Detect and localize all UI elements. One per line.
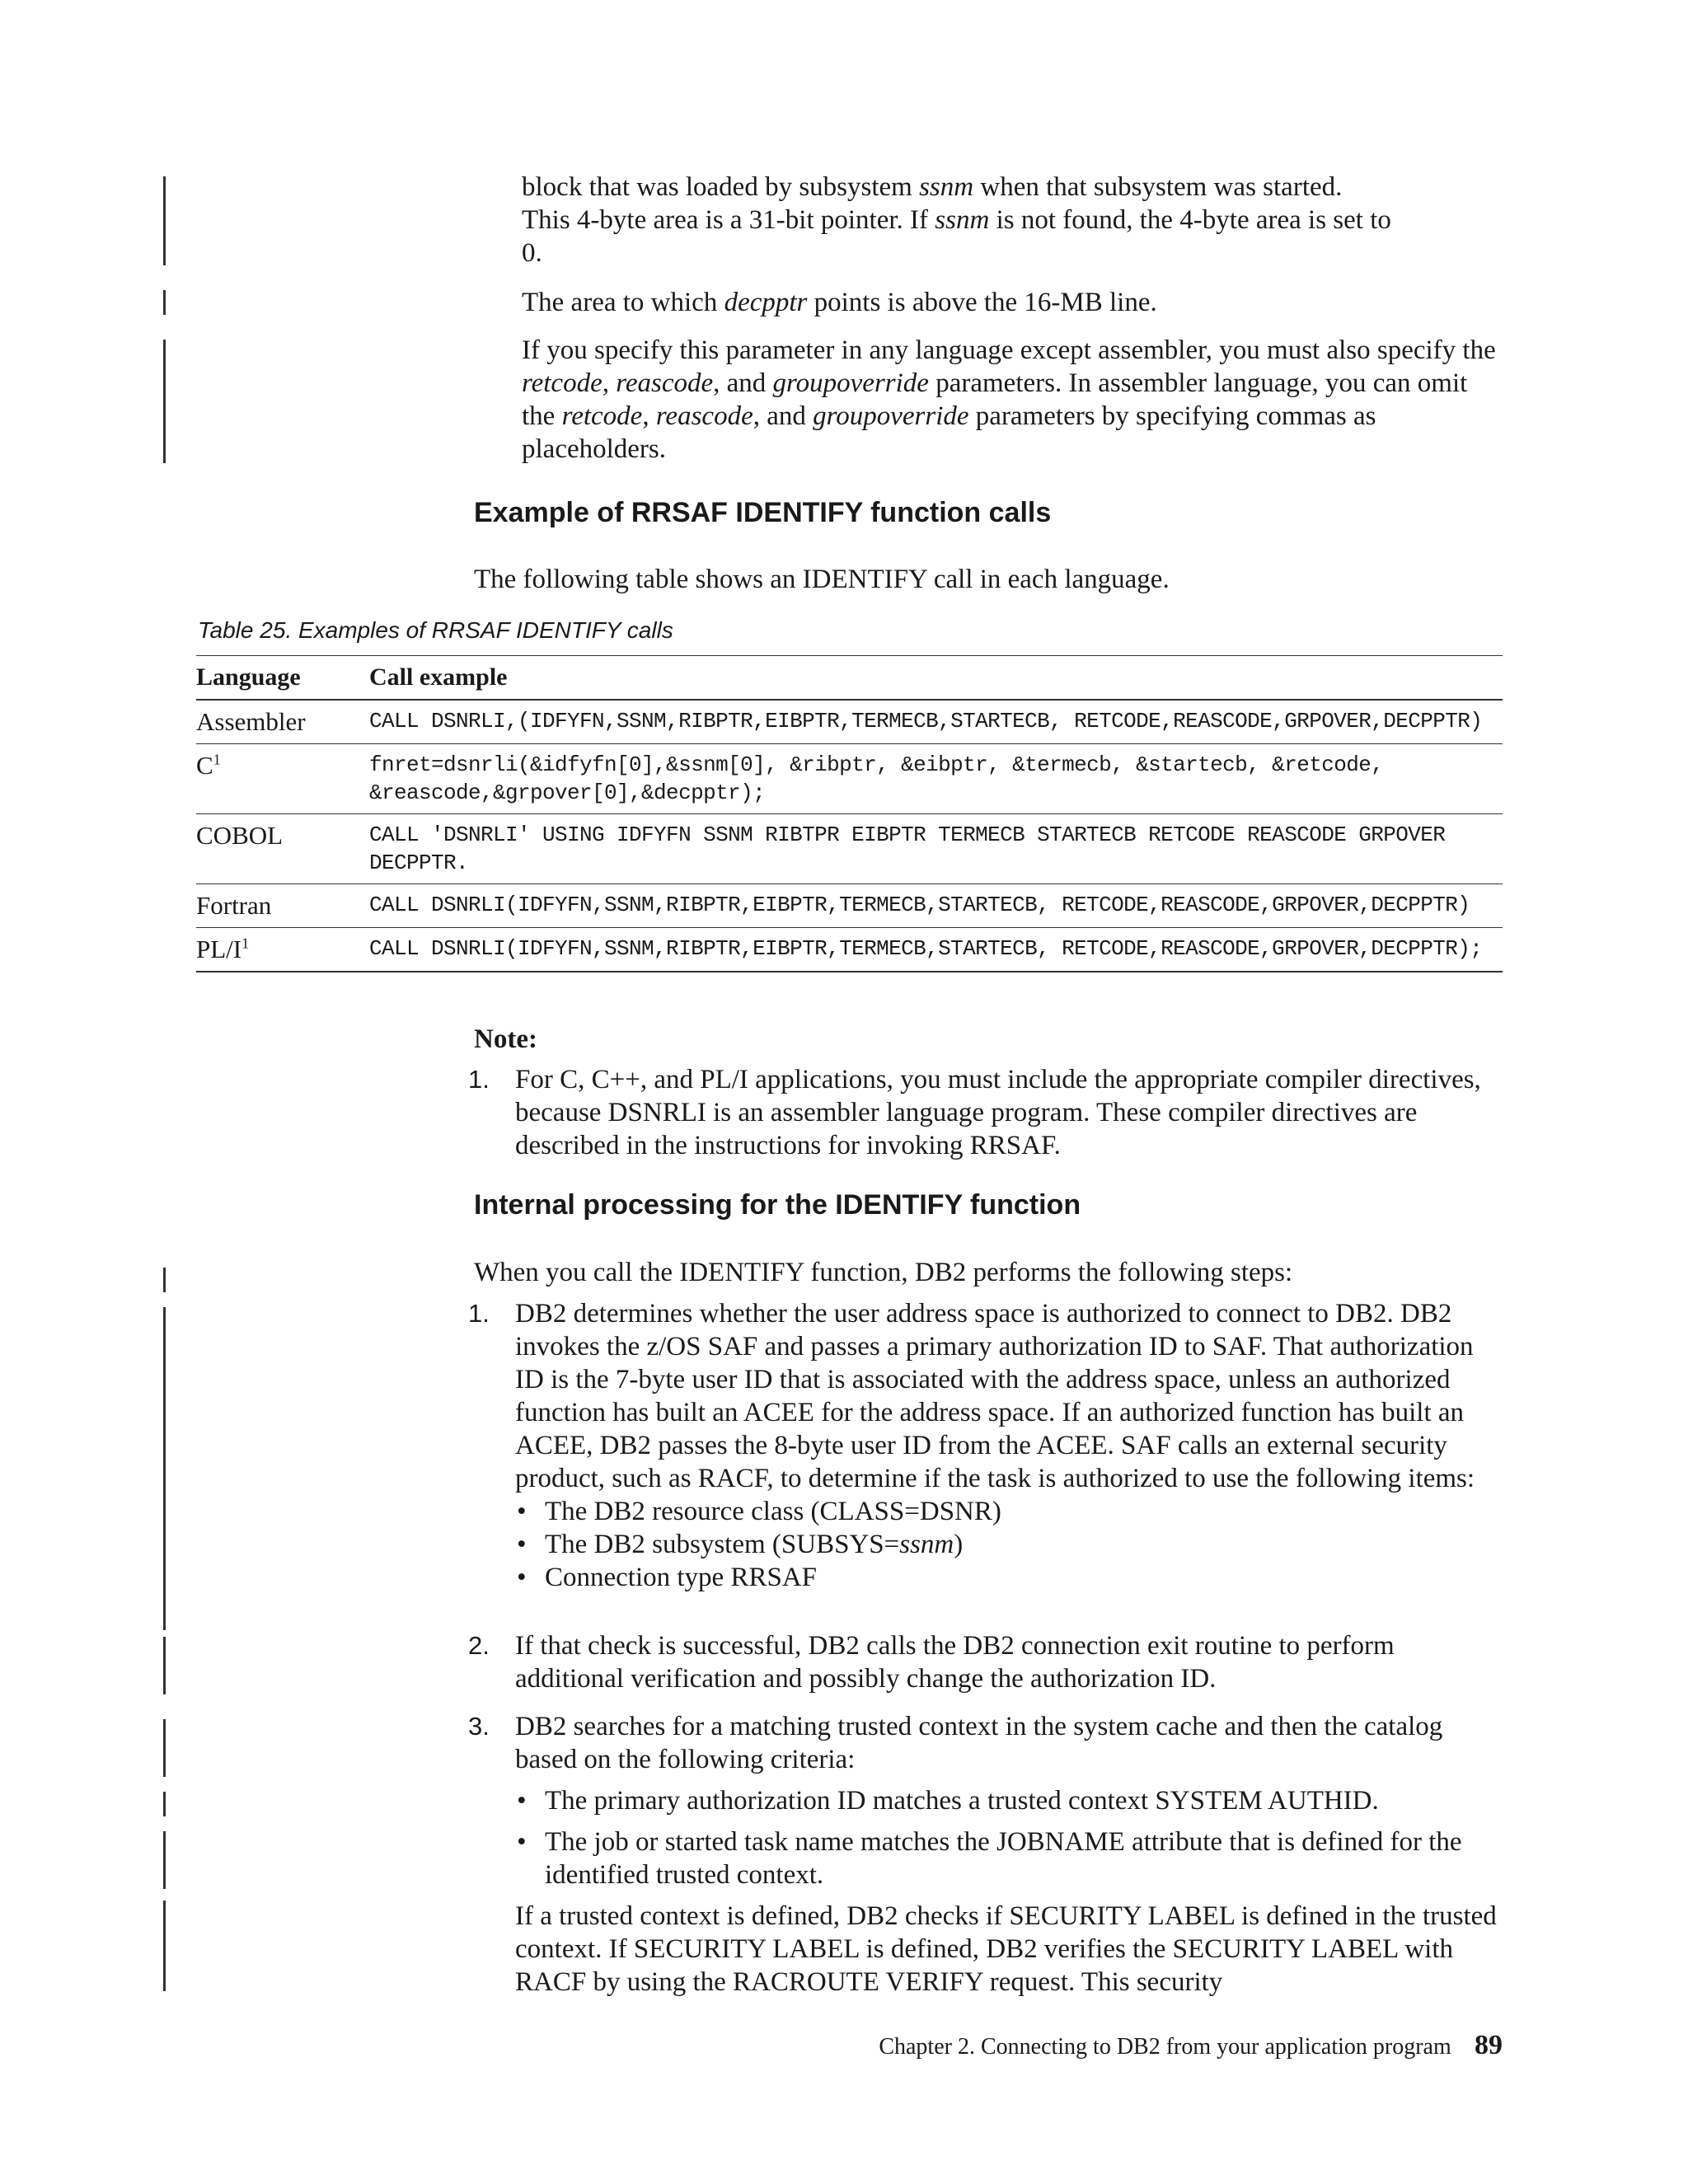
page-footer bbox=[824, 2029, 1503, 2064]
list-item: • The DB2 subsystem (SUBSYS=ssnm) bbox=[515, 1528, 1504, 1561]
step-number: 3. bbox=[468, 1712, 490, 1741]
call-example-cell: CALL DSNRLI(IDFYFN,SSNM,RIBPTR,EIBPTR,TERMECB,STARTECB, RETCODE,REASCODE,GRPOVER,DECPPTR) bbox=[369, 893, 1470, 917]
step-3 bbox=[468, 1710, 1504, 1999]
section-heading-examples: Example of RRSAF IDENTIFY function calls bbox=[474, 497, 1052, 528]
list-item: • The job or started task name matches the JOBNAME attribute that is defined for the identified trusted context. bbox=[515, 1825, 1504, 1891]
language-cell: Fortran bbox=[196, 891, 272, 920]
step-2 bbox=[468, 1629, 1504, 1695]
column-header-language: Language bbox=[196, 663, 301, 691]
language-cell: Assembler bbox=[196, 707, 306, 736]
note-item bbox=[468, 1063, 1504, 1162]
step-text: If that check is successful, DB2 calls the DB2 connection exit routine to perform additional verification and possibly change the authorization ID. bbox=[515, 1631, 1395, 1694]
call-example-cell: fnret=dsnrli(&idfyfn[0],&ssnm[0], &ribptr, &eibptr, &termecb, &startecb, &retcode, &reascode,&grpover[0],&decpptr); bbox=[369, 752, 1384, 805]
decpptr-paragraph: The area to which decpptr points is above the 16-MB line. bbox=[522, 288, 1157, 317]
list-item: • The primary authorization ID matches a trusted context SYSTEM AUTHID. bbox=[515, 1784, 1504, 1817]
language-cell: COBOL bbox=[196, 821, 284, 850]
page-number: 89 bbox=[1475, 2030, 1503, 2060]
step-text: DB2 determines whether the user address space is authorized to connect to DB2. DB2 invokes the z/OS SAF and passes a primary authorization ID to SAF. That authorization ID is the 7-byte user ID that is associated with the address space, unless an authorized function has built an ACEE for the address space. If an authorized function has built an ACEE, DB2 passes the 8-byte user ID from the ACEE. SAF calls an external security product, such as RACF, to determine if the task is authorized to use the following items: bbox=[515, 1299, 1475, 1493]
step-number: 2. bbox=[468, 1631, 490, 1660]
section-heading-internal-processing: Internal processing for the IDENTIFY function bbox=[474, 1189, 1081, 1221]
column-header-call-example: Call example bbox=[369, 663, 508, 691]
step-1 bbox=[468, 1297, 1504, 1594]
language-cell: $PL/I^1$ bbox=[196, 935, 250, 963]
table-lead-text: The following table shows an IDENTIFY call in each language. bbox=[474, 565, 1170, 594]
steps-lead-text: When you call the IDENTIFY function, DB2 performs the following steps: bbox=[474, 1258, 1293, 1287]
table-row bbox=[196, 700, 1503, 744]
list-item: • The DB2 resource class (CLASS=DSNR) bbox=[515, 1495, 1504, 1528]
step-paragraph: If a trusted context is defined, DB2 checks if SECURITY LABEL is defined in the trusted context. If SECURITY LABEL is defined, DB2 verifies the SECURITY LABEL with RACF by using the RACROUTE VERIFY request. This security bbox=[515, 1901, 1497, 1997]
table-caption: Table 25. Examples of RRSAF IDENTIFY calls bbox=[198, 617, 673, 643]
list-item: • Connection type RRSAF bbox=[515, 1561, 1504, 1594]
table-row bbox=[196, 884, 1503, 928]
parameter-paragraph: If you specify this parameter in any language except assembler, you must also specify the retcode, reascode, and groupoverride parameters. In assembler language, you can omit the retcode, reascode, and groupoverride parameters by specifying commas as placeholders. bbox=[522, 335, 1496, 464]
language-cell: $C^1$ bbox=[196, 751, 221, 780]
identify-calls-table bbox=[196, 655, 1503, 972]
call-example-cell: CALL 'DSNRLI' USING IDFYFN SSNM RIBTPR EIBPTR TERMECB STARTECB RETCODE REASCODE GRPOVER DECPPTR. bbox=[369, 823, 1446, 875]
table-header-row bbox=[196, 656, 1503, 701]
intro-paragraph: block that was loaded by subsystem ssnm when that subsystem was started. This 4-byte area is a 31-bit pointer. If ssnm is not found, the 4-byte area is set to 0. bbox=[522, 172, 1391, 268]
call-example-cell: CALL DSNRLI,(IDFYFN,SSNM,RIBPTR,EIBPTR,TERMECB,STARTECB, RETCODE,REASCODE,GRPOVER,DECPPTR) bbox=[369, 709, 1483, 733]
chapter-title: Chapter 2. Connecting to DB2 from your application program bbox=[879, 2034, 1451, 2060]
table-row bbox=[196, 744, 1503, 814]
note-label: Note: bbox=[474, 1024, 537, 1054]
table-row bbox=[196, 814, 1503, 884]
step-text: DB2 searches for a matching trusted context in the system cache and then the catalog based on the following criteria: bbox=[515, 1712, 1443, 1774]
step-number: 1. bbox=[468, 1299, 490, 1328]
note-text: For C, C++, and PL/I applications, you must include the appropriate compiler directives, because DSNRLI is an assembler language program. These compiler directives are described in the instructions for invoking RRSAF. bbox=[515, 1065, 1481, 1160]
table-row bbox=[196, 928, 1503, 972]
call-example-cell: CALL DSNRLI(IDFYFN,SSNM,RIBPTR,EIBPTR,TERMECB,STARTECB, RETCODE,REASCODE,GRPOVER,DECPPTR); bbox=[369, 936, 1483, 961]
note-number: 1. bbox=[468, 1065, 490, 1094]
